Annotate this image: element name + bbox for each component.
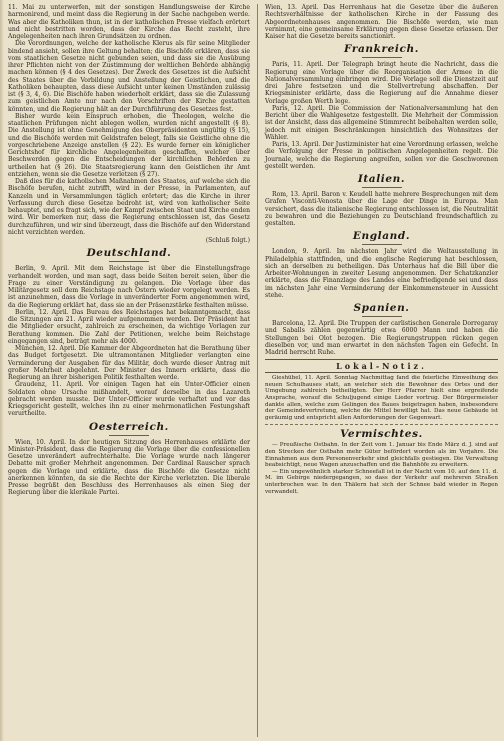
heading-rule (362, 57, 402, 58)
section-heading-england: England. (352, 230, 411, 243)
heading-rule (362, 244, 402, 245)
section-heading-spanien: Spanien. (353, 302, 410, 314)
section-heading-vermischtes: Vermischtes. (340, 428, 423, 441)
page-edge-shadow (0, 0, 4, 741)
column-divider (257, 4, 258, 737)
local-news-paragraph: Gieshübel, 11. April. Sonntag Nachmittag fand die feierliche Einweihung des neuen Schulhauses statt, an welcher sich die Bewohner des Ortes und der Umgebung zahlreich betheiligten. Der Herr Pfarrer hielt eine ergreifende Ansprache, worauf die Schuljugend einige Lieder vortrug. Der Bürgermeister dankte allen, welche zum Gelingen des Baues beigetragen haben, insbesondere der Gemeindevertretung, welche die Mittel bewilligt hat. Das neue Gebäude ist geräumig und entspricht allen Anforderungen der Gegenwart. (265, 375, 498, 421)
article-paragraph: Berlin, 9. April. Mit dem Reichstage ist über die Einstellungsfrage verhandelt worden, und man sagt, dass beide Seiten bereit seien, über die Frage zu einer Verständigung zu gelangen. Die Vorlage über das Militärgesetz soll dem Reichstage nach Ostern wieder vorgelegt werden. Es ist anzunehmen, dass die Vorlage in unveränderter Form angenommen wird, da die Regierung erklärt hat, dass sie an der Präsenzstärke festhalten müsse. (8, 265, 250, 309)
intro-paragraph: 11. Mai zu unterwerfen, mit der sonstigen Handlungsweise der Kirche harmonirend, und meint dass die Regierung in der Sache nachgeben werde. Was aber die Katholiken thun, ist in der katholischen Presse vielfach erörtert und nicht bestritten worden, dass der Kirche das Recht zusteht, ihre Angelegenheiten nach ihren Grundsätzen zu ordnen. (8, 4, 250, 40)
heading-rule (362, 187, 402, 188)
intro-paragraph: Daß dies für die katholischen Maßnahmen des Staates, auf welche sich die Bischöfe berufen, nicht zutrifft, wird in der Presse, in Parlamenten, auf Kanzeln und in Versammlungen täglich erörtert; das die Kirche in ihrer Verfassung durch diese Gesetze bedroht ist, wird von katholischer Seite behauptet, und es fragt sich, wie der Kampf zwischen Staat und Kirche enden wird. Wir bemerken nur, dass die Regierung entschlossen ist, das Gesetz durchzuführen, und wir sind überzeugt, dass die Bischöfe auf den Widerstand nicht verzichten werden. (8, 178, 250, 236)
heading-rule (109, 435, 149, 436)
article-paragraph: Barcelona, 12. April. Die Truppen der carlistischen Generale Dorregaray und Saballs zählen gegenwärtig etwa 6000 Mann und haben die Stellungen bei Olot bezogen. Die Regierungstruppen rücken gegen dieselben vor, und man erwartet in den nächsten Tagen ein Gefecht. In Madrid herrscht Ruhe. (265, 320, 498, 356)
article-paragraph: Paris, 13. April. Der Justizminister hat eine Verordnung erlassen, welche die Verfolgung der Presse in politischen Angelegenheiten regelt. Die Journale, welche die Regierung angreifen, sollen vor die Geschworenen gestellt werden. (265, 141, 498, 170)
article-paragraph: Rom, 13. April. Baron v. Keudell hatte mehrere Besprechungen mit dem Grafen Visconti-Venosta über die Lage der Dinge in Europa. Man versichert, dass die italienische Regierung entschlossen ist, die Neutralität zu bewahren und die Beziehungen zu Deutschland freundschaftlich zu gestalten. (265, 191, 498, 227)
section-heading-italien: Italien. (357, 173, 406, 185)
article-paragraph: Graudenz, 11. April. Vor einigen Tagen hat ein Unter-Officier einen Soldaten ohne Ursache mißhandelt, worauf derselbe in das Lazareth gebracht werden musste. Der Unter-Officier wurde verhaftet und vor das Kriegsgericht gestellt, welches ihn zu einer mehrmonatlichen Festungshaft verurtheilte. (8, 381, 250, 418)
columns (8, 4, 498, 737)
left-column (8, 4, 254, 737)
article-paragraph: München, 12. April. Die Kammer der Abgeordneten hat die Berathung über das Budget fortgesetzt. Die ultramontanen Mitglieder verlangten eine Verminderung der Ausgaben für das Militär, doch wurde dieser Antrag mit großer Mehrheit abgelehnt. Der Minister des Innern erklärte, dass die Regierung an ihrer bisherigen Politik festhalten werde. (8, 345, 250, 381)
article-paragraph: London, 9. April. Im nächsten Jahr wird die Weltausstellung in Philadelphia stattfinden, und die englische Regierung hat beschlossen, sich an derselben zu betheiligen. Das Unterhaus hat die Bill über die Arbeiter-Wohnungen in zweiter Lesung angenommen. Der Schatzkanzler erklärte, dass die Finanzlage des Landes eine befriedigende sei und dass im nächsten Jahr eine Verminderung der Einkommensteuer in Aussicht stehe. (265, 248, 498, 299)
section-heading-lokal: Lokal-Notiz. (265, 359, 498, 373)
intro-paragraph: Bisher wurde kein Einspruch erhoben, die Theologen, welche die staatlichen Prüfungen nicht ablegen wollen, wurden nicht angestellt (§ 8). Die Anstellung ist ohne Genehmigung des Oberpräsidenten ungültig (§ 15), und die Bischöfe werden mit Geldstrafen belegt, falls sie Geistliche ohne die vorgeschriebene Anzeige anstellen (§ 22). Es wurde ferner ein königlicher Gerichtshof für kirchliche Angelegenheiten geschaffen, welcher über Beschwerden gegen die Entscheidungen der kirchlichen Behörden zu urtheilen hat (§ 26). Die Staatsregierung kann den Geistlichen ihr Amt entziehen, wenn sie die Gesetze verletzen (§ 27). (8, 112, 250, 178)
heading-rule (362, 316, 402, 317)
heading-rule (109, 261, 149, 262)
article-paragraph: Wien, 13. April. Das Herrenhaus hat die Gesetze über die äußeren Rechtsverhältnisse der katholischen Kirche in der Fassung des Abgeordnetenhauses angenommen. Die Bischöfe werden, wie man vernimmt, eine gemeinsame Erklärung gegen diese Gesetze erlassen. Der Kaiser hat die Gesetze bereits sanctionirt. (265, 4, 498, 40)
section-heading-deutschland: Deutschland. (86, 247, 172, 260)
intro-paragraph: Die Verordnungen, welche der katholische Klerus als für seine Mitglieder bindend ansieht, sollen ihre Geltung behalten; die Bischöfe erklären, dass sie vom staatlichen Gesetze nicht gebunden seien, und dass sie die Ausübung ihrer Pflichten nicht von der Zustimmung der weltlichen Behörde abhängig machen können (§ 4 des Gesetzes). Der Zweck des Gesetzes ist die Aufsicht des Staates über die Vorbildung und Anstellung der Geistlichen, und die Katholiken behaupten, dass diese Aufsicht unter keinen Umständen zulässig ist (§ 3, 4, 6). Die Bischöfe haben wiederholt erklärt, dass sie die Zulassung zum geistlichen Amte nur nach den Vorschriften der Kirche gestatten könnten, und die Regierung hält an der Durchführung des Gesetzes fest. (8, 40, 250, 113)
article-paragraph: Paris, 11. April. Der Telegraph bringt heute die Nachricht, dass die Regierung eine Vorlage über die Reorganisation der Armee in die Nationalversammlung einbringen wird. Die Vorlage soll die Dienstzeit auf drei Jahre festsetzen und die Stellvertretung abschaffen. Der Kriegsminister erklärte, dass die Regierung auf die Annahme dieser Vorlage großen Werth lege. (265, 61, 498, 105)
article-paragraph: Paris, 12. April. Die Commission der Nationalversammlung hat den Bericht über die Wahlgesetze festgestellt. Die Mehrheit der Commission ist der Ansicht, dass das allgemeine Stimmrecht beibehalten werden solle, jedoch mit einigen Beschränkungen hinsichtlich des Wohnsitzes der Wähler. (265, 104, 498, 141)
misc-paragraph: — Ein ungewöhnlich starker Schneefall ist in der Nacht vom 10. auf den 11. d. M. im Gebirge niedergegangen, so dass der Verkehr auf mehreren Straßen unterbrochen war. In den Thälern hat sich der Schnee bald wieder in Regen verwandelt. (265, 468, 498, 495)
section-heading-frankreich: Frankreich. (344, 43, 419, 56)
article-paragraph: Berlin, 12. April. Das Bureau des Reichstages hat bekanntgemacht, dass die Sitzungen am 21. April wieder aufgenommen werden. Der Präsident hat die Mitglieder ersucht, zahlreich zu erscheinen, da wichtige Vorlagen zur Berathung kommen. Die Zahl der Petitionen, welche beim Reichstage eingegangen sind, beträgt mehr als 4000. (8, 308, 250, 345)
misc-paragraph: — Preußische Ostbahn. In der Zeit vom 1. Januar bis Ende März d. J. sind auf den Strecken der Ostbahn mehr Güter befördert worden als im Vorjahre. Die Einnahmen aus dem Personenverkehr sind gleichfalls gestiegen. Die Verwaltung beabsichtigt, neue Wagen anzuschaffen und die Bahnhöfe zu erweitern. (265, 442, 498, 469)
right-column (261, 4, 498, 737)
article-paragraph: Wien, 10. April. In der heutigen Sitzung des Herrenhauses erklärte der Minister-Präsident, dass die Regierung die Vorlage über die confessionellen Gesetze unverändert aufrechterhalte. Die Vorlage wurde nach längerer Debatte mit großer Mehrheit angenommen. Der Cardinal Rauscher sprach gegen die Vorlage und erklärte, dass die Bischöfe die Gesetze nicht anerkennen könnten, da sie die Rechte der Kirche verletzten. Die liberale Presse begrüßt den Beschluss des Herrenhauses als einen Sieg der Regierung über die klerikale Partei. (8, 438, 250, 497)
continued-note: (Schluß folgt.) (205, 237, 250, 244)
section-divider (265, 424, 498, 425)
section-heading-oesterreich: Oesterreich. (89, 420, 169, 433)
